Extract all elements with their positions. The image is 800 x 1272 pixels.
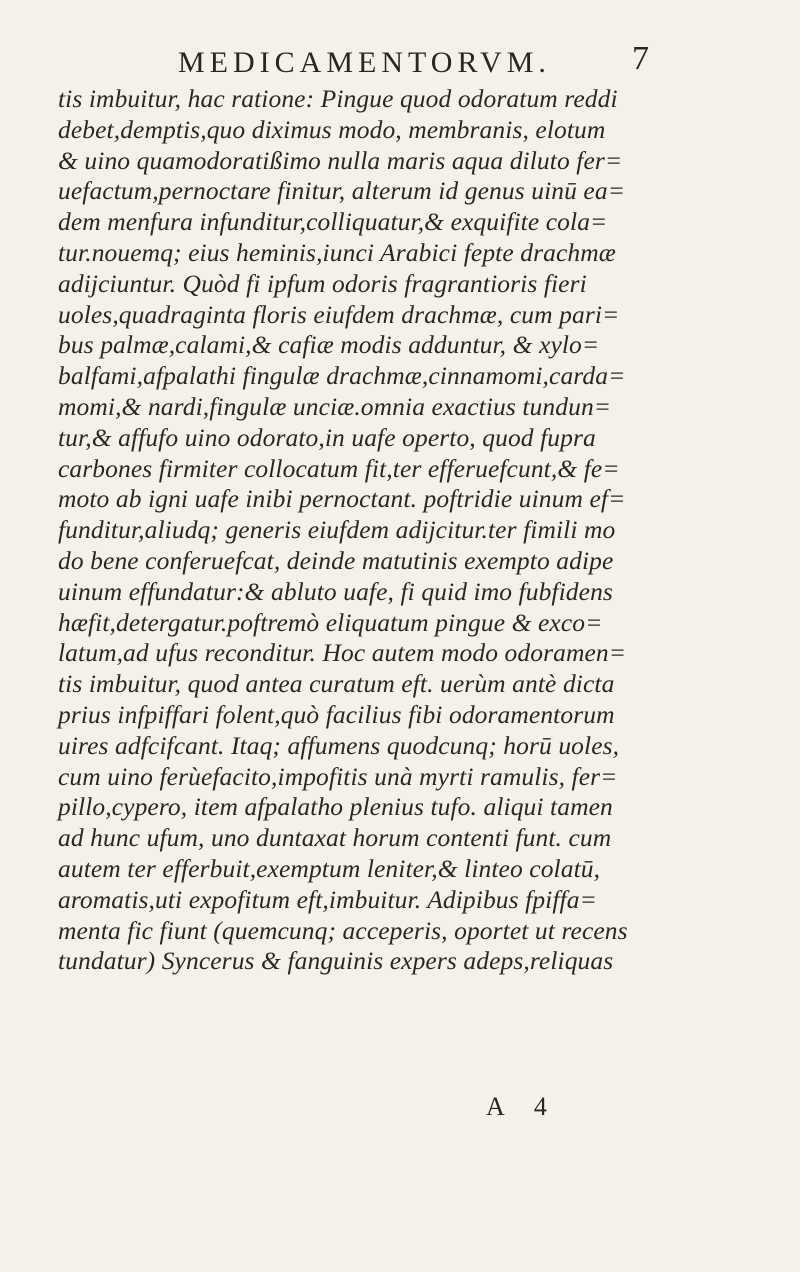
text-line: adijciuntur. Quòd fi ipfum odoris fragrantioris fieri: [58, 268, 587, 298]
page-number: 7: [632, 40, 649, 77]
text-line: moto ab igni uafe inibi pernoctant. poftridie uinum ef=: [58, 484, 626, 514]
text-line: uoles,quadraginta floris eiufdem drachmæ, cum pari=: [58, 299, 620, 329]
text-line: funditur,aliudq; generis eiufdem adijcitur.ter fimili mo: [58, 515, 616, 545]
text-line: debet,demptis,quo diximus modo, membranis, elotum: [58, 114, 606, 144]
text-line: aromatis,uti expofitum eft,imbuitur. Adipibus fpiffa=: [58, 884, 597, 914]
text-line: balfami,afpalathi fingulæ drachmæ,cinnamomi,carda=: [58, 361, 626, 391]
text-line: prius infpiffari folent,quò facilius fibi odoramentorum: [58, 699, 615, 729]
text-line: ad hunc ufum, uno duntaxat horum contenti funt. cum: [58, 823, 612, 853]
body-text: [58, 84, 758, 977]
text-line: uires adfcifcant. Itaq; affumens quodcunq; horū uoles,: [58, 730, 620, 760]
signature-mark: A 4: [486, 1092, 559, 1121]
text-line: do bene conferuefcat, deinde matutinis exempto adipe: [58, 545, 614, 575]
text-line: carbones firmiter collocatum fit,ter efferuefcunt,& fe=: [58, 453, 620, 483]
text-line: & uino quamodoratißimo nulla maris aqua diluto fer=: [58, 145, 623, 175]
text-line: bus palmæ,calami,& cafiæ modis adduntur, & xylo=: [58, 330, 600, 360]
text-line: tis imbuitur, hac ratione: Pingue quod odoratum reddi: [58, 84, 618, 113]
running-title: MEDICAMENTORVM.: [178, 46, 551, 79]
text-line: tundatur) Syncerus & fanguinis expers adeps,reliquas: [58, 946, 614, 976]
text-line: uefactum,pernoctare finitur, alterum id genus uinū ea=: [58, 176, 626, 206]
text-line: menta fic fiunt (quemcunq; acceperis, oportet ut recens: [58, 915, 628, 945]
text-line: tur.nouemq; eius heminis,iunci Arabici fepte drachmæ: [58, 237, 616, 267]
text-line: dem menfura infunditur,colliquatur,& exquifite cola=: [58, 207, 608, 237]
text-line: uinum effundatur:& abluto uafe, fi quid imo fubfidens: [58, 576, 613, 606]
text-line: pillo,cypero, item afpalatho plenius tufo. aliqui tamen: [58, 792, 613, 822]
text-line: latum,ad ufus reconditur. Hoc autem modo odoramen=: [58, 638, 627, 668]
text-line: tis imbuitur, quod antea curatum eft. uerùm antè dicta: [58, 669, 615, 699]
text-line: hæfit,detergatur.poftremò eliquatum pingue & exco=: [58, 607, 603, 637]
text-line: cum uino ferùefacito,impofitis unà myrti ramulis, fer=: [58, 761, 618, 791]
text-line: tur,& affufo uino odorato,in uafe operto, quod fupra: [58, 422, 596, 452]
text-line: autem ter efferbuit,exemptum leniter,& linteo colatū,: [58, 853, 601, 883]
text-line: momi,& nardi,fingulæ unciæ.omnia exactius tundun=: [58, 391, 612, 421]
